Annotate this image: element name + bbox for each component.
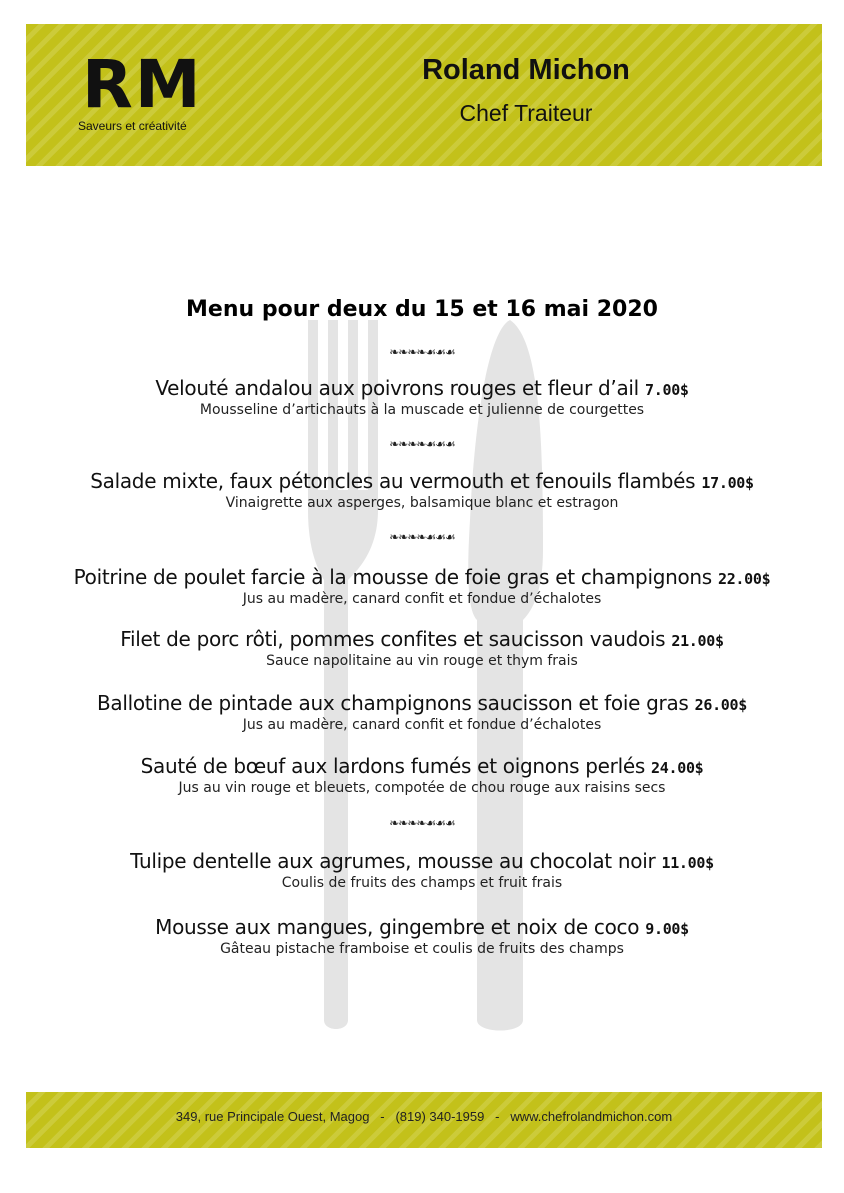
dish-name: Velouté andalou aux poivrons rouges et fleur d’ail xyxy=(155,376,639,400)
dish-price: 22.00$ xyxy=(717,570,771,588)
dish-name: Sauté de bœuf aux lardons fumés et oignons perlés xyxy=(140,754,645,778)
chef-subtitle: Chef Traiteur xyxy=(459,100,593,126)
tagline: Saveurs et créativité xyxy=(78,119,187,133)
ornament-divider: ❧❧❧❧☙☙☙ xyxy=(389,530,455,544)
footer-band xyxy=(26,1092,822,1148)
dish-name: Poitrine de poulet farcie à la mousse de foie gras et champignons xyxy=(73,565,712,589)
ornament-divider: ❧❧❧❧☙☙☙ xyxy=(389,345,455,359)
menu-item xyxy=(0,691,844,733)
chef-name: Roland Michon xyxy=(422,54,630,86)
dish-description: Jus au madère, canard confit et fondue d’échalotes xyxy=(242,591,602,607)
dish-name: Salade mixte, faux pétoncles au vermouth et fenouils flambés xyxy=(90,469,696,493)
footer-contact: 349, rue Principale Ouest, Magog - (819) 340-1959 - www.chefrolandmichon.com xyxy=(175,1109,673,1124)
dish-price: 11.00$ xyxy=(661,854,714,872)
dish-description: Vinaigrette aux asperges, balsamique blanc et estragon xyxy=(225,495,619,511)
dish-description: Jus au vin rouge et bleuets, compotée de chou rouge aux raisins secs xyxy=(178,780,666,796)
logo: RM xyxy=(82,46,203,123)
menu-title: Menu pour deux du 15 et 16 mai 2020 xyxy=(186,297,658,322)
dish-price: 17.00$ xyxy=(701,474,754,492)
dish-name: Mousse aux mangues, gingembre et noix de coco xyxy=(155,915,640,939)
dish-price: 7.00$ xyxy=(645,381,689,399)
menu-item xyxy=(0,376,844,418)
menu-item xyxy=(0,469,844,511)
menu-item xyxy=(0,627,844,669)
dish-name: Ballotine de pintade aux champignons saucisson et foie gras xyxy=(96,691,689,715)
ornament-divider: ❧❧❧❧☙☙☙ xyxy=(389,816,455,830)
dish-description: Jus au madère, canard confit et fondue d’échalotes xyxy=(242,717,602,733)
dish-name: Filet de porc rôti, pommes confites et saucisson vaudois xyxy=(120,627,666,651)
menu-item xyxy=(0,754,844,796)
menu-item xyxy=(0,915,844,957)
menu-item xyxy=(0,565,844,607)
dish-description: Mousseline d’artichauts à la muscade et julienne de courgettes xyxy=(199,402,645,418)
menu-item xyxy=(0,849,844,891)
dish-price: 24.00$ xyxy=(651,759,704,777)
header-band xyxy=(26,24,822,166)
ornament-divider: ❧❧❧❧☙☙☙ xyxy=(389,437,455,451)
dish-price: 9.00$ xyxy=(645,920,689,938)
dish-price: 26.00$ xyxy=(694,696,747,714)
dish-price: 21.00$ xyxy=(671,632,724,650)
dish-description: Gâteau pistache framboise et coulis de fruits des champs xyxy=(220,941,624,957)
dish-description: Coulis de fruits des champs et fruit frais xyxy=(281,875,563,891)
dish-description: Sauce napolitaine au vin rouge et thym frais xyxy=(266,653,578,669)
dish-name: Tulipe dentelle aux agrumes, mousse au chocolat noir xyxy=(130,849,656,873)
